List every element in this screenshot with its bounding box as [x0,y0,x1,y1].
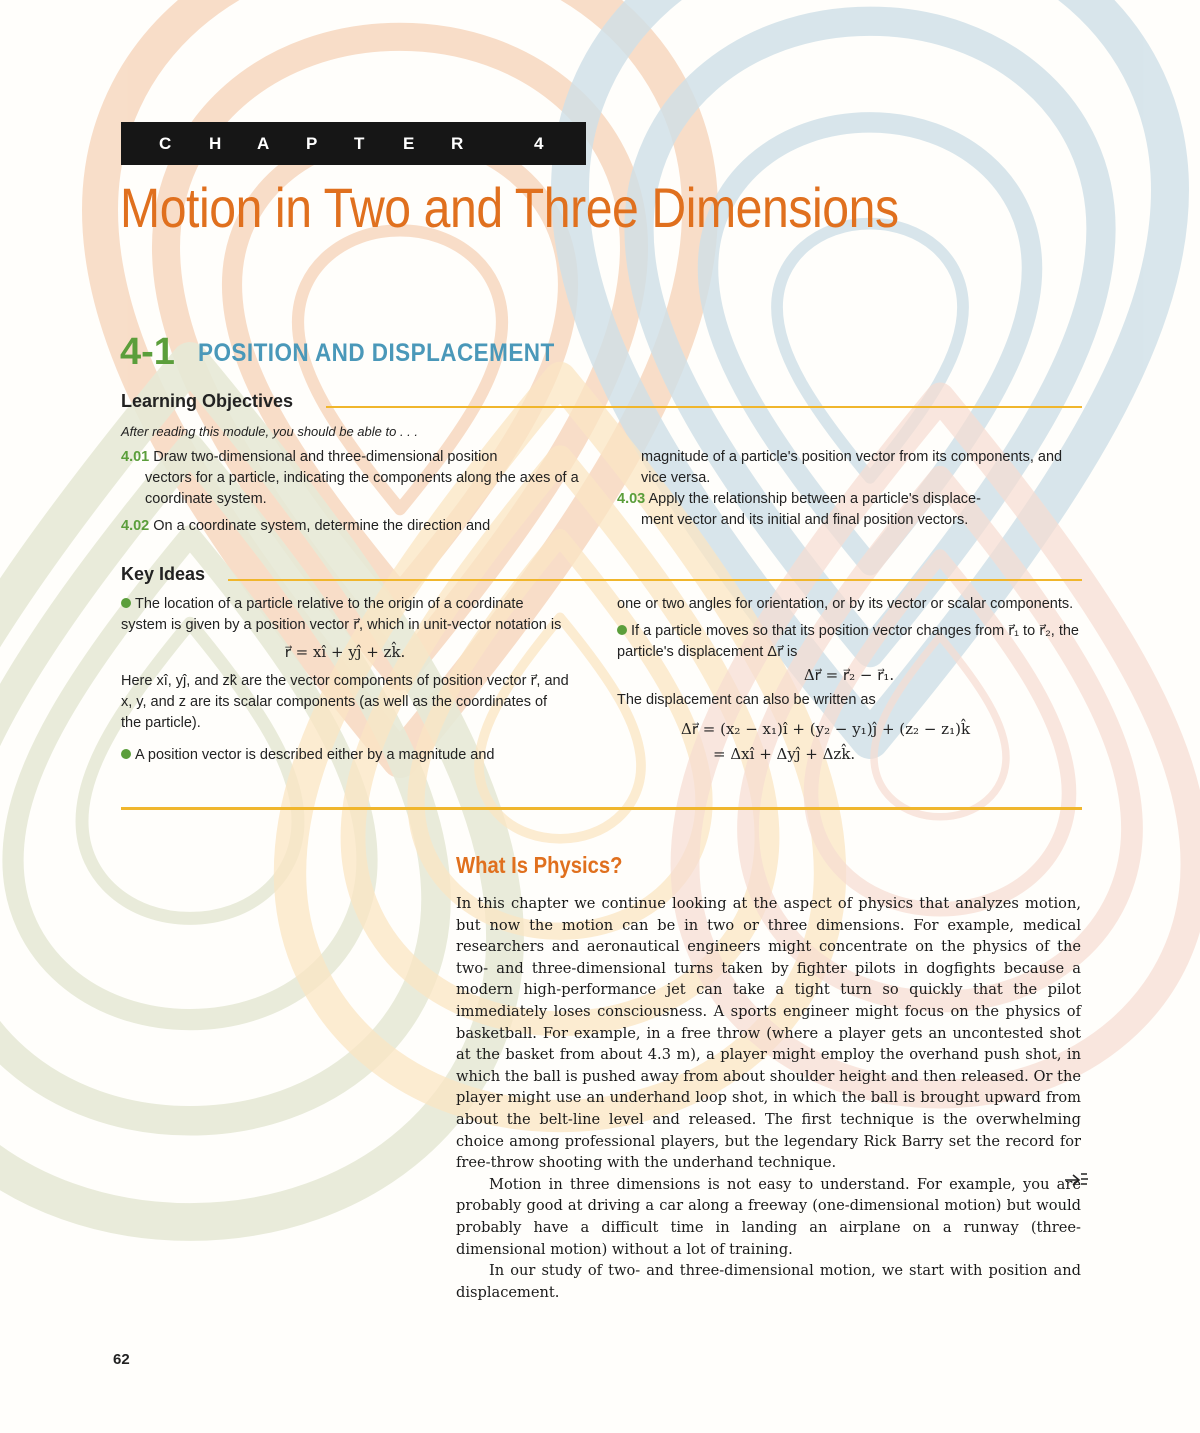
key-idea-item [121,594,569,636]
objective-code: 4.03 [617,491,646,507]
objective-4-03 [617,489,1081,531]
objective-text: Draw two-dimensional and three-dimensional position [153,449,498,465]
chapter-letter: P [306,134,318,153]
chapter-letter: C [159,134,172,153]
key-ideas-heading: Key Ideas [121,564,206,584]
key-idea-text: If a particle moves so that its position vector changes from r⃗₁ to r⃗₂, the particle's displacement Δr⃗ is [617,623,1079,660]
objective-text-cont: ment vector and its initial and final position vectors. [641,512,969,528]
objective-code: 4.02 [121,518,150,534]
page-number: 62 [113,1351,130,1368]
chapter-letter: R [451,134,464,153]
what-is-physics-body [456,893,1081,1303]
section-title: POSITION AND DISPLACEMENT [198,339,555,367]
chapter-number: 4 [534,134,544,153]
key-ideas-left-column [121,594,569,766]
displacement-components-equation: Δr⃗ = (x₂ − x₁)î + (y₂ − y₁)ĵ + (z₂ − z₁)k̂ [681,720,971,738]
key-idea-item [121,745,569,766]
chapter-letter: E [403,134,415,153]
margin-pointer-icon [1063,1171,1089,1187]
objective-text-cont: magnitude of a particle's position vector from its components, and vice versa. [641,449,1063,486]
divider [326,406,1082,408]
learning-objectives-intro: After reading this module, you should be able to . . . [121,424,419,439]
key-idea-text: Here xî, yĵ, and zk̂ are the vector components of position vector r⃗, and x, y, and z are its scalar components (as well as the coordinates of the particle). [121,673,569,731]
displacement-delta-equation: = Δxî + Δyĵ + Δzk̂. [713,745,856,763]
learning-objectives-heading: Learning Objectives [121,391,294,411]
key-idea-text: A position vector is described either by a magnitude and [135,747,495,763]
objective-text-cont: vectors for a particle, indicating the components along the axes of a coordinate system. [145,470,579,507]
objective-4-01 [121,447,593,510]
chapter-letter: H [209,134,222,153]
bullet-icon [617,625,627,635]
section-number: 4-1 [120,331,175,373]
objective-text: Apply the relationship between a particle's displace- [648,491,981,507]
key-idea-text: The location of a particle relative to the origin of a coordinate system is given by a position vector r⃗, which in unit-vector notation is [121,596,562,633]
key-idea-text: one or two angles for orientation, or by its vector or scalar components. [617,596,1074,612]
chapter-label-bar [121,122,586,165]
key-idea-text: The displacement can also be written as [617,692,876,708]
key-idea-item [617,621,1081,663]
body-paragraph: Motion in three dimensions is not easy to understand. For example, you are probably good at driving a car along a freeway (one-dimensional motion) but would probably have a difficult time in landing an airplane on a runway (three-dimensional motion) without a lot of training. [456,1175,1081,1258]
key-ideas-right-column [617,594,1081,765]
chapter-letter: A [257,134,270,153]
chapter-title: Motion in Two and Three Dimensions [120,176,899,239]
objective-4-02-continued [617,447,1081,489]
bullet-icon [121,598,131,608]
divider [228,579,1082,581]
objective-text: On a coordinate system, determine the direction and [153,518,491,534]
displacement-equation: Δr⃗ = r⃗₂ − r⃗₁. [803,666,895,684]
divider [121,807,1082,810]
objective-code: 4.01 [121,449,150,465]
objective-4-02 [121,516,593,537]
body-paragraph: In this chapter we continue looking at the aspect of physics that analyzes motion, but now the motion can be in two or three dimensions. For example, medical researchers and aeronautical engineers might concentrate on the physics of the two- and three-dimensional turns taken by fighter pilots in dogfights because a modern high-performance jet can take a tight turn so quickly that the pilot immediately loses consciousness. A sports engineer might focus on the physics of basketball. For example, in a free throw (where a player gets an uncontested shot at the basket from about 4.3 m), a player might employ the overhand push shot, in which the ball is pushed away from about shoulder height and then released. Or the player might use an underhand loop shot, in which the ball is brought upward from about the belt-line level and released. The first technique is the overwhelming choice among professional players, but the legendary Rick Barry set the record for free-throw shooting with the underhand technique. [456,895,1081,1172]
chapter-letter: T [354,134,365,153]
body-paragraph: In our study of two- and three-dimensional motion, we start with position and displacement. [456,1262,1081,1301]
what-is-physics-heading: What Is Physics? [456,852,623,878]
position-vector-equation: r⃗ = xî + yĵ + zk̂. [284,643,406,661]
bullet-icon [121,749,131,759]
